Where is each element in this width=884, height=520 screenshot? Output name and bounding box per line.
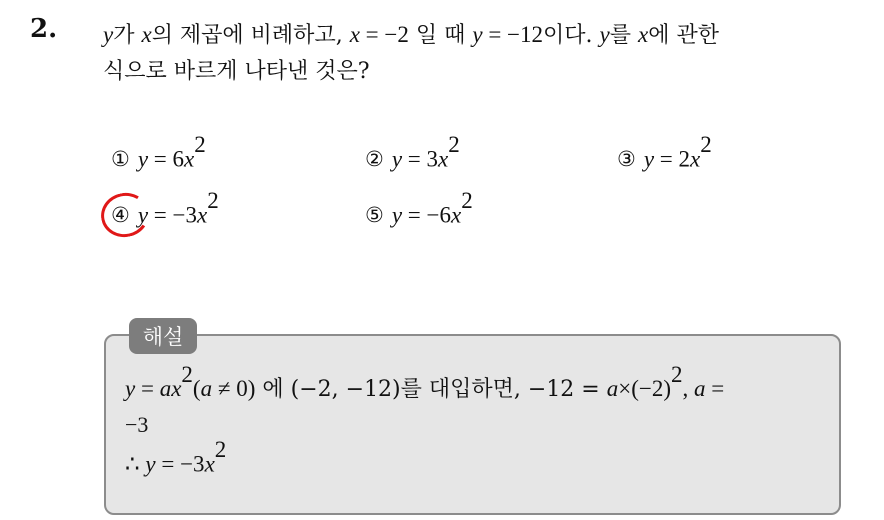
- math-expr: = −3: [155, 451, 205, 477]
- question-text-line1: [103, 18, 719, 49]
- choice-number: ②: [365, 147, 384, 172]
- choice-number: ③: [617, 147, 636, 172]
- exponent: 2: [700, 132, 712, 157]
- exponent: 2: [448, 132, 460, 157]
- var-x: x: [349, 22, 360, 47]
- var-x: x: [141, 22, 152, 47]
- var-x: x: [184, 146, 195, 172]
- var-y: y: [145, 451, 156, 477]
- var-y: y: [137, 202, 149, 228]
- solution-line1: [125, 361, 725, 403]
- var-y: y: [643, 146, 655, 172]
- text: 의 제곱에 비례하고,: [151, 23, 350, 48]
- exponent: 2: [461, 188, 473, 213]
- text: 에 (−2, −12)를 대입하면, −12 =: [255, 377, 607, 402]
- choice-2[interactable]: [365, 132, 460, 172]
- var-x: x: [637, 22, 649, 47]
- var-x: x: [204, 451, 215, 477]
- choice-number: ④: [111, 203, 130, 228]
- text: 를: [609, 23, 638, 48]
- exponent: 2: [214, 437, 227, 462]
- solution-line2: −3: [125, 412, 149, 437]
- exponent: 2: [194, 132, 206, 157]
- question-text-line2: 식으로 바르게 나타낸 것은?: [103, 59, 370, 84]
- var-y: y: [599, 22, 610, 47]
- var-x: x: [197, 202, 208, 228]
- math-expr: = 2: [654, 146, 691, 172]
- var-a: a: [606, 376, 619, 401]
- var-y: y: [103, 22, 114, 47]
- choice-5[interactable]: [365, 188, 473, 228]
- choice-number: ①: [111, 147, 130, 172]
- var-y: y: [125, 376, 136, 401]
- var-x: x: [438, 146, 449, 172]
- exponent: 2: [671, 361, 683, 387]
- math-expr: = −3: [148, 202, 197, 228]
- math-expr: (: [192, 376, 201, 401]
- text: 가: [113, 23, 142, 48]
- text: 에 관한: [648, 23, 719, 48]
- text: 이다.: [543, 23, 600, 48]
- math-expr: ≠ 0): [212, 376, 256, 401]
- math-expr: =: [135, 376, 160, 401]
- solution-line3: [125, 437, 227, 477]
- var-a: a: [694, 376, 706, 401]
- math-expr: ×(−2): [618, 376, 671, 401]
- math-expr: = 6: [148, 146, 185, 172]
- question-number: 2.: [30, 14, 58, 44]
- choice-1[interactable]: [111, 132, 206, 172]
- solution-box: [104, 334, 841, 515]
- var-y: y: [137, 146, 149, 172]
- var-x: x: [171, 376, 182, 401]
- math-expr: = −2: [359, 22, 409, 47]
- var-x: x: [451, 202, 462, 228]
- math-expr: = 3: [402, 146, 439, 172]
- math-expr: = −6: [402, 202, 451, 228]
- choice-number: ⑤: [365, 203, 384, 228]
- var-y: y: [391, 146, 403, 172]
- therefore-symbol: ∴: [125, 451, 146, 477]
- exponent: 2: [181, 361, 193, 387]
- var-a: a: [159, 376, 172, 401]
- var-x: x: [690, 146, 701, 172]
- exponent: 2: [207, 188, 219, 213]
- choice-3[interactable]: [617, 132, 712, 172]
- math-expr: ,: [682, 376, 694, 401]
- answer-circle-mark: [97, 188, 153, 241]
- var-y: y: [391, 202, 403, 228]
- var-a: a: [200, 376, 213, 401]
- text: 일 때: [408, 23, 473, 48]
- solution-tag: 해설: [129, 318, 197, 354]
- math-expr: =: [705, 376, 725, 401]
- var-y: y: [472, 22, 483, 47]
- math-expr: = −12: [482, 22, 544, 47]
